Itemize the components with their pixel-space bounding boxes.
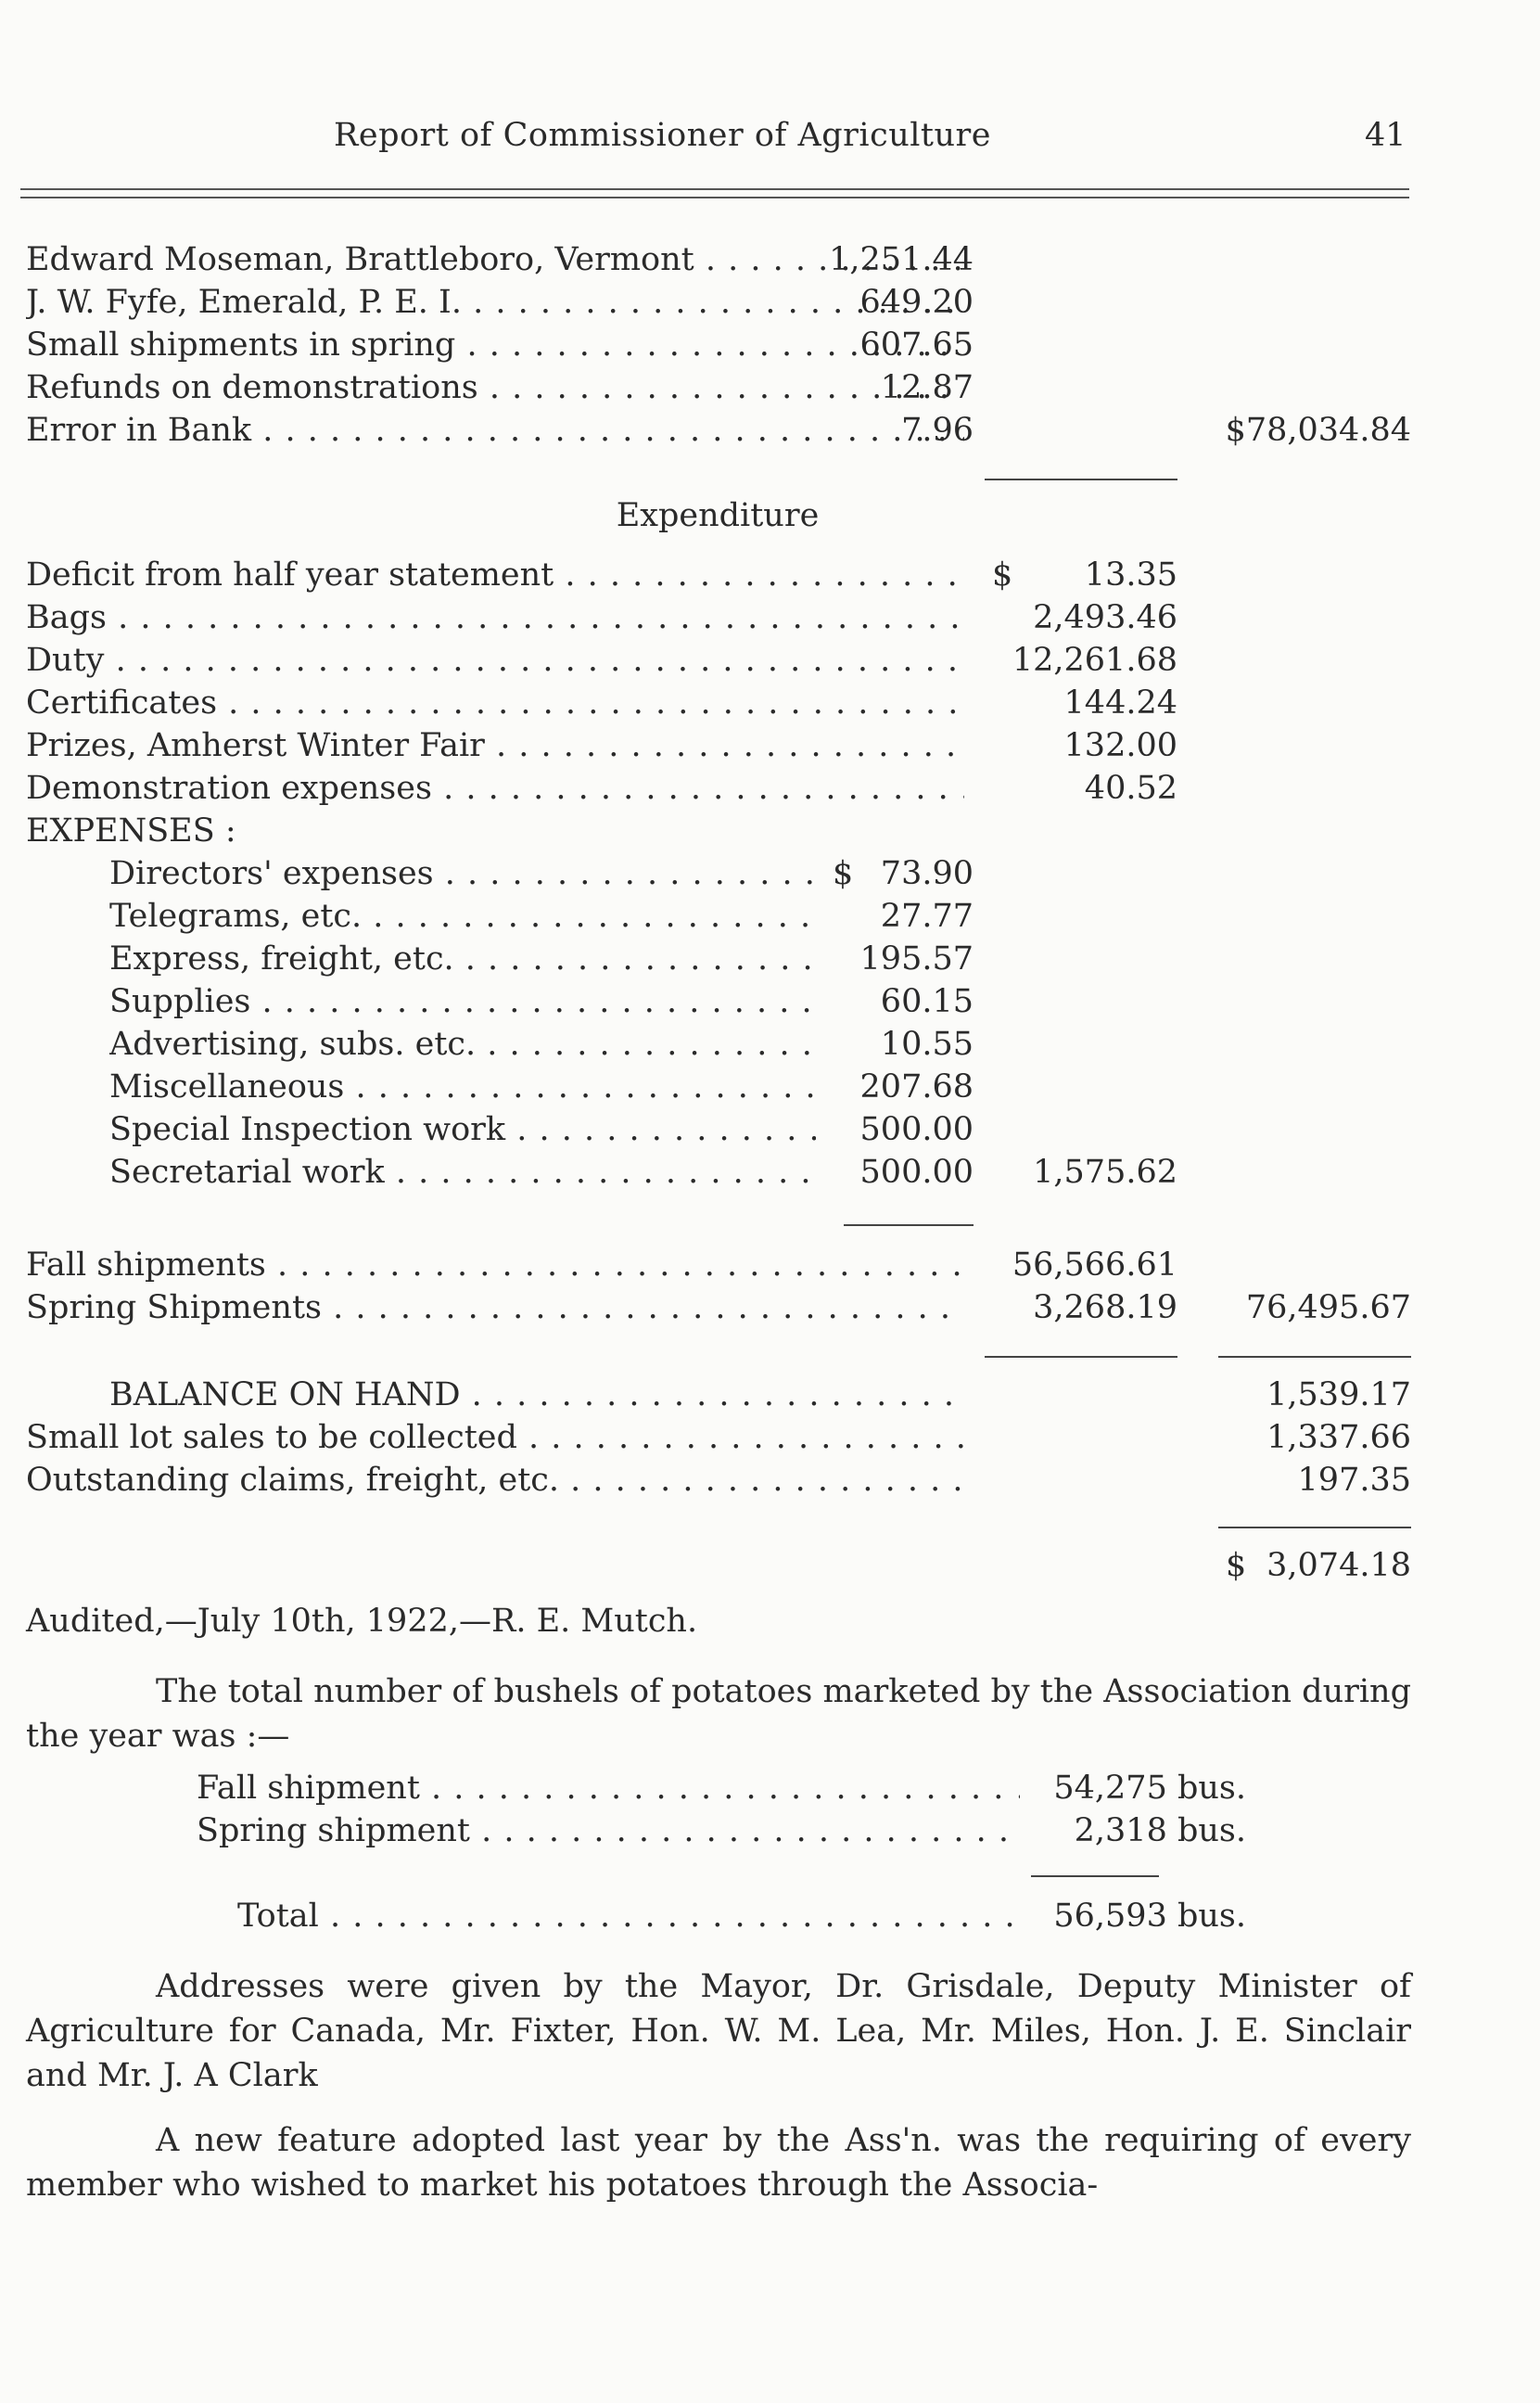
- expenditure-row: [0, 642, 1540, 684]
- bushel-label: Fall shipment: [197, 1770, 420, 1807]
- receipt-amount: 607.65: [859, 326, 974, 364]
- receipts-total: $78,034.84: [1225, 412, 1411, 449]
- expense-amount: 195.57: [859, 940, 974, 978]
- expense-amount: 10.55: [880, 1026, 974, 1063]
- expenses-heading: EXPENSES :: [26, 812, 236, 850]
- expenditure-amount: 13.35: [1084, 556, 1177, 594]
- receipt-row: [0, 241, 1540, 284]
- receipt-amount: 7.96: [901, 412, 974, 449]
- expense-row: [0, 1154, 1540, 1196]
- underline: [985, 1356, 1177, 1358]
- expenditure-row: [0, 556, 1540, 599]
- expenditure-label: Duty: [26, 642, 105, 679]
- shipment-amount: 56,566.61: [1012, 1246, 1177, 1284]
- running-header-title: Report of Commissioner of Agriculture: [334, 117, 991, 154]
- expense-row: [0, 898, 1540, 940]
- balance-amount: 1,539.17: [1266, 1376, 1411, 1413]
- balance-row: [0, 1376, 1540, 1419]
- expenditure-amount: 12,261.68: [1012, 642, 1177, 679]
- expense-row: [0, 855, 1540, 898]
- expense-label: Supplies: [109, 983, 251, 1020]
- expenditure-amount: 144.24: [1063, 684, 1177, 722]
- dollar-sign: $: [1226, 1547, 1247, 1584]
- balance-label: Outstanding claims, freight, etc.: [26, 1462, 560, 1499]
- expenditure-label: Certificates: [26, 684, 218, 722]
- underline: [985, 479, 1177, 480]
- shipment-row: [0, 1289, 1540, 1332]
- shipment-amount: 3,268.19: [1033, 1289, 1177, 1326]
- expenditure-label: Prizes, Amherst Winter Fair: [26, 727, 485, 764]
- expense-amount: 207.68: [859, 1068, 974, 1106]
- expenditure-label: Demonstration expenses: [26, 770, 432, 807]
- expense-row: [0, 983, 1540, 1026]
- paragraph-new-feature: A new feature adopted last year by the Ass'n. was the requiring of every member who wished to market his potatoes through the Associa-: [26, 2122, 1411, 2204]
- expense-amount: 500.00: [859, 1154, 974, 1191]
- underline: [844, 1224, 974, 1226]
- shipment-label: Fall shipments: [26, 1246, 266, 1284]
- bushels-intro: The total number of bushels of potatoes marketed by the Association during the year was :—: [26, 1673, 1411, 1755]
- expenditure-label: Deficit from half year statement: [26, 556, 554, 594]
- balance-row: [0, 1462, 1540, 1504]
- shipment-label: Spring Shipments: [26, 1289, 322, 1326]
- expense-label: Miscellaneous: [109, 1068, 345, 1106]
- expense-label: Express, freight, etc.: [109, 940, 454, 978]
- balance-amount: 197.35: [1297, 1462, 1411, 1499]
- underline: [1031, 1875, 1159, 1877]
- underline: [1218, 1527, 1411, 1528]
- dollar-sign: $: [833, 855, 854, 892]
- expenditure-label: Bags: [26, 599, 107, 636]
- bushel-total-row: [0, 1898, 1540, 1940]
- receipt-row: [0, 284, 1540, 326]
- receipt-label: Small shipments in spring: [26, 326, 456, 364]
- expenditure-row: [0, 727, 1540, 770]
- receipt-label: J. W. Fyfe, Emerald, P. E. I.: [26, 284, 463, 321]
- expenditure-row: [0, 599, 1540, 642]
- bushel-amount: 2,318 bus.: [1074, 1812, 1246, 1849]
- expense-row: [0, 1068, 1540, 1111]
- expense-row: [0, 940, 1540, 983]
- expense-label: Secretarial work: [109, 1154, 385, 1191]
- expenses-total: 1,575.62: [1033, 1154, 1177, 1191]
- balance-label: Small lot sales to be collected: [26, 1419, 517, 1456]
- expense-amount: 27.77: [880, 898, 974, 935]
- paragraph-addresses: Addresses were given by the Mayor, Dr. Grisdale, Deputy Minister of Agriculture for Canada, Mr. Fixter, Hon. W. M. Lea, Mr. Miles, Hon. J. E. Sinclair and Mr. J. A Clark: [26, 1968, 1411, 2094]
- expense-label: Special Inspection work: [109, 1111, 506, 1148]
- bushel-total-amount: 56,593 bus.: [1053, 1898, 1246, 1935]
- expense-label: Directors' expenses: [109, 855, 434, 892]
- receipt-amount: 1,251.44: [829, 241, 974, 278]
- grand-total-amount: 3,074.18: [1266, 1547, 1411, 1584]
- section-title-expenditure: Expenditure: [616, 497, 820, 534]
- expenditure-amount: 132.00: [1063, 727, 1177, 764]
- page-number: 41: [1365, 117, 1406, 154]
- expense-label: Telegrams, etc.: [109, 898, 363, 935]
- receipt-label: Edward Moseman, Brattleboro, Vermont: [26, 241, 694, 278]
- expenses-heading-row: [0, 812, 1540, 855]
- shipment-row: [0, 1246, 1540, 1289]
- expenditure-row: [0, 770, 1540, 812]
- underline: [1218, 1356, 1411, 1358]
- bushel-amount: 54,275 bus.: [1053, 1770, 1246, 1807]
- receipt-amount: 649.20: [859, 284, 974, 321]
- receipt-label: Refunds on demonstrations: [26, 369, 478, 406]
- grand-total-row: [0, 1547, 1540, 1590]
- header-rule-top: [20, 188, 1409, 190]
- receipt-row: [0, 326, 1540, 369]
- bushel-label: Spring shipment: [197, 1812, 470, 1849]
- header-rule-bottom: [20, 197, 1409, 198]
- bushel-row: [0, 1770, 1540, 1812]
- balance-amount: 1,337.66: [1266, 1419, 1411, 1456]
- receipt-amount: 12.87: [880, 369, 974, 406]
- expense-amount: 60.15: [880, 983, 974, 1020]
- bushel-row: [0, 1812, 1540, 1855]
- bushel-total-label: Total: [237, 1898, 319, 1935]
- expense-row: [0, 1111, 1540, 1154]
- receipt-row: [0, 369, 1540, 412]
- expense-amount: 500.00: [859, 1111, 974, 1148]
- expense-amount: 73.90: [880, 855, 974, 892]
- expenditure-row: [0, 684, 1540, 727]
- audited-note: Audited,—July 10th, 1922,—R. E. Mutch.: [26, 1603, 698, 1640]
- receipt-row: [0, 412, 1540, 454]
- expense-row: [0, 1026, 1540, 1068]
- expenditure-amount: 2,493.46: [1033, 599, 1177, 636]
- balance-row: [0, 1419, 1540, 1462]
- receipt-label: Error in Bank: [26, 412, 252, 449]
- expense-label: Advertising, subs. etc.: [109, 1026, 477, 1063]
- expenditure-total: 76,495.67: [1245, 1289, 1411, 1326]
- dollar-sign: $: [992, 556, 1013, 594]
- balance-label: BALANCE ON HAND: [109, 1376, 461, 1413]
- expenditure-amount: 40.52: [1084, 770, 1177, 807]
